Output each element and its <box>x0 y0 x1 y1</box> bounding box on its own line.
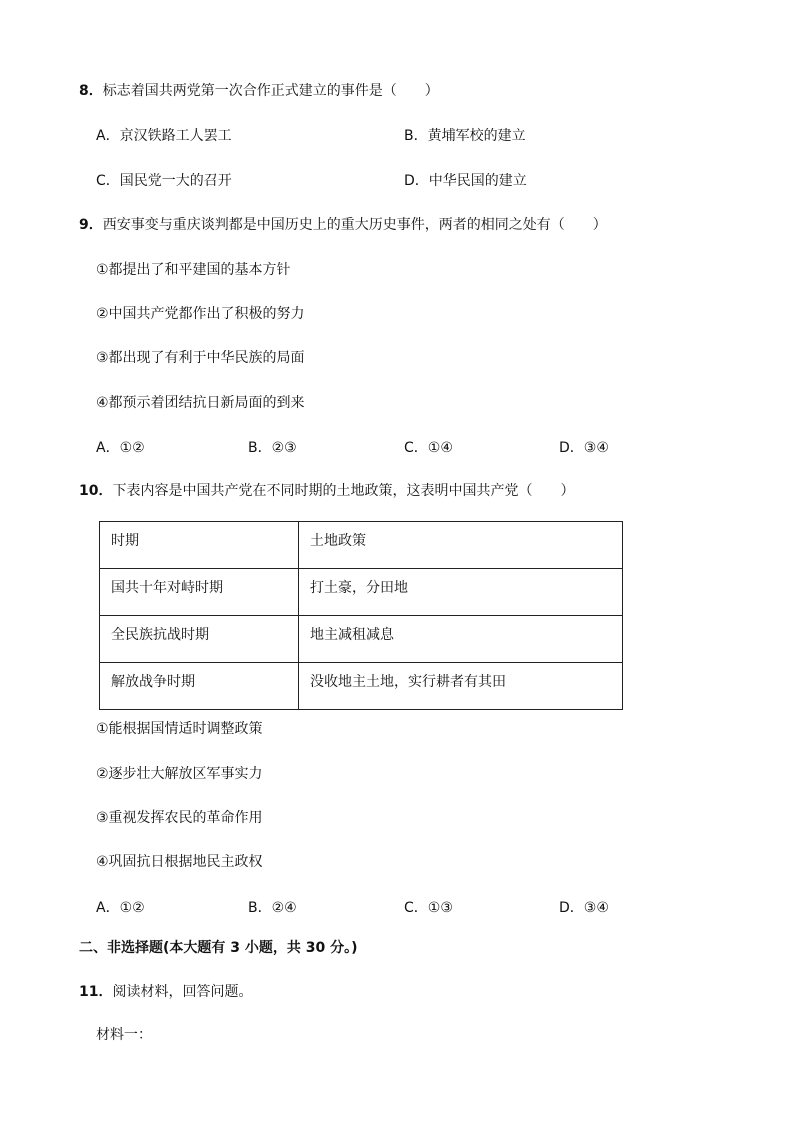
table-cell: 解放战争时期 <box>100 663 299 710</box>
q10-option-c[interactable]: C．①③ <box>404 900 453 916</box>
q10-option-b[interactable]: B．②④ <box>248 900 297 916</box>
q9-statement-2: ②中国共产党都作出了积极的努力 <box>96 306 305 322</box>
q10-option-d[interactable]: D．③④ <box>559 900 609 916</box>
q10-statement-1: ①能根据国情适时调整政策 <box>96 721 263 737</box>
q9-statement-1: ①都提出了和平建国的基本方针 <box>96 262 291 278</box>
q10-statement-2: ②逐步壮大解放区军事实力 <box>96 766 263 782</box>
table-cell: 全民族抗战时期 <box>100 616 299 663</box>
q8-option-d[interactable]: D．中华民国的建立 <box>404 173 527 189</box>
question-10-stem: 10．下表内容是中国共产党在不同时期的土地政策，这表明中国共产党（ ） <box>79 483 575 499</box>
q8-option-a[interactable]: A．京汉铁路工人罢工 <box>96 128 232 144</box>
q10-option-a[interactable]: A．①② <box>96 900 145 916</box>
question-text: 阅读材料，回答问题。 <box>112 984 253 1000</box>
table-row <box>100 616 623 663</box>
table-cell: 没收地主土地，实行耕者有其田 <box>299 663 623 710</box>
table-cell: 打土豪，分田地 <box>299 569 623 616</box>
q8-option-b[interactable]: B．黄埔军校的建立 <box>404 128 526 144</box>
question-11-stem: 11．阅读材料，回答问题。 <box>79 984 253 1000</box>
question-number: 11 <box>79 984 99 1000</box>
table-header-cell: 土地政策 <box>299 522 623 569</box>
q8-option-c[interactable]: C．国民党一大的召开 <box>96 173 232 189</box>
table-header-cell: 时期 <box>100 522 299 569</box>
question-number: 8 <box>79 83 89 99</box>
section-heading: 二、非选择题(本大题有 3 小题，共 30 分。) <box>79 940 358 956</box>
table-header-row <box>100 522 623 569</box>
q9-option-a[interactable]: A．①② <box>96 440 145 456</box>
material-label: 材料一： <box>96 1027 152 1043</box>
q9-option-b[interactable]: B．②③ <box>248 440 297 456</box>
question-text: 下表内容是中国共产党在不同时期的土地政策，这表明中国共产党（ ） <box>112 483 575 499</box>
q9-statement-3: ③都出现了有利于中华民族的局面 <box>96 350 305 366</box>
table-cell: 国共十年对峙时期 <box>100 569 299 616</box>
question-9-stem: 9．西安事变与重庆谈判都是中国历史上的重大历史事件，两者的相同之处有（ ） <box>79 217 607 233</box>
question-text: 西安事变与重庆谈判都是中国历史上的重大历史事件，两者的相同之处有（ ） <box>102 217 607 233</box>
question-text: 标志着国共两党第一次合作正式建立的事件是（ ） <box>102 83 439 99</box>
table-cell: 地主减租减息 <box>299 616 623 663</box>
land-policy-table <box>99 521 623 710</box>
q9-option-c[interactable]: C．①④ <box>404 440 453 456</box>
question-number: 10 <box>79 483 99 499</box>
q9-option-d[interactable]: D．③④ <box>559 440 609 456</box>
question-8-stem: 8．标志着国共两党第一次合作正式建立的事件是（ ） <box>79 83 439 99</box>
q10-statement-4: ④巩固抗日根据地民主政权 <box>96 854 263 870</box>
table-row <box>100 569 623 616</box>
table-row <box>100 663 623 710</box>
question-number: 9 <box>79 217 89 233</box>
q9-statement-4: ④都预示着团结抗日新局面的到来 <box>96 395 305 411</box>
q10-statement-3: ③重视发挥农民的革命作用 <box>96 810 263 826</box>
